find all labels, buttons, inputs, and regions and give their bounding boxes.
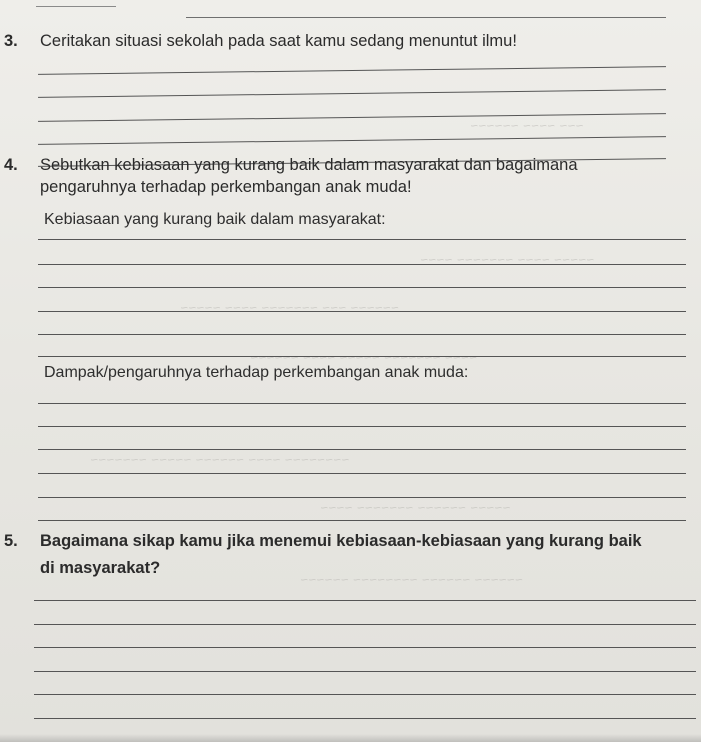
question-number: 4. [4,156,18,174]
question-5 [4,531,642,552]
answer-line [38,89,666,98]
bleed-through-text: ~~~ ~~~~ ~~~~~~ [470,118,584,133]
answer-line [38,136,666,145]
answer-line [38,311,686,312]
bleed-through-text: ~~~~~ ~~~~ ~~~~~~~ ~~~~ [420,252,595,267]
answer-line [34,647,696,648]
answer-line [38,264,686,265]
question-4 [4,155,578,176]
answer-line [38,287,686,288]
answer-line [34,671,696,672]
answer-line [186,17,666,18]
bleed-through-text: ~~~~~~~~ ~~~~ ~~~~~~ ~~~~~ ~~~~~~~ [90,452,350,467]
question-3 [4,31,517,52]
bleed-through-text: ~~~~~ ~~~~~~ ~~~~~~~ ~~~~ [320,500,511,515]
answer-line [38,66,666,75]
answer-line [38,426,686,427]
question-text: Ceritakan situasi sekolah pada saat kamu sedang menuntut ilmu! [40,32,517,50]
answer-line [34,600,696,601]
answer-line [38,473,686,474]
question-text: di masyarakat? [40,559,161,577]
answer-line [34,694,696,695]
question-text: pengaruhnya terhadap perkembangan anak muda! [40,178,412,196]
question-text: Bagaimana sikap kamu jika menemui kebiasaan-kebiasaan yang kurang baik [40,532,642,550]
page-edge-shadow [0,734,701,742]
answer-line [38,239,686,240]
bleed-through-text: ~~~~~~ ~~~ ~~~~~~~ ~~~~ ~~~~~ [180,300,399,315]
question-4-continued [40,177,412,198]
answer-line [36,6,116,7]
subheading-bad-habits: Kebiasaan yang kurang baik dalam masyarakat: [44,211,386,228]
answer-line [34,718,696,719]
answer-line [38,449,686,450]
answer-line [38,520,686,521]
answer-line [38,356,686,357]
question-text: Sebutkan kebiasaan yang kurang baik dalam masyarakat dan bagaimana [40,156,578,174]
question-5-continued [40,558,160,579]
answer-line [34,624,696,625]
subheading-impact: Dampak/pengaruhnya terhadap perkembangan anak muda: [44,364,469,381]
answer-line [38,497,686,498]
question-number: 3. [4,32,18,50]
answer-line [38,403,686,404]
bleed-through-text: ~~~~ ~~~~~~~ ~~~~~ ~~~~ ~~~~~~ [250,350,477,365]
question-number: 5. [4,532,18,550]
answer-line [38,334,686,335]
bleed-through-text: ~~~~~~ ~~~~~~ ~~~~~~~~ ~~~~~~ [300,572,523,587]
